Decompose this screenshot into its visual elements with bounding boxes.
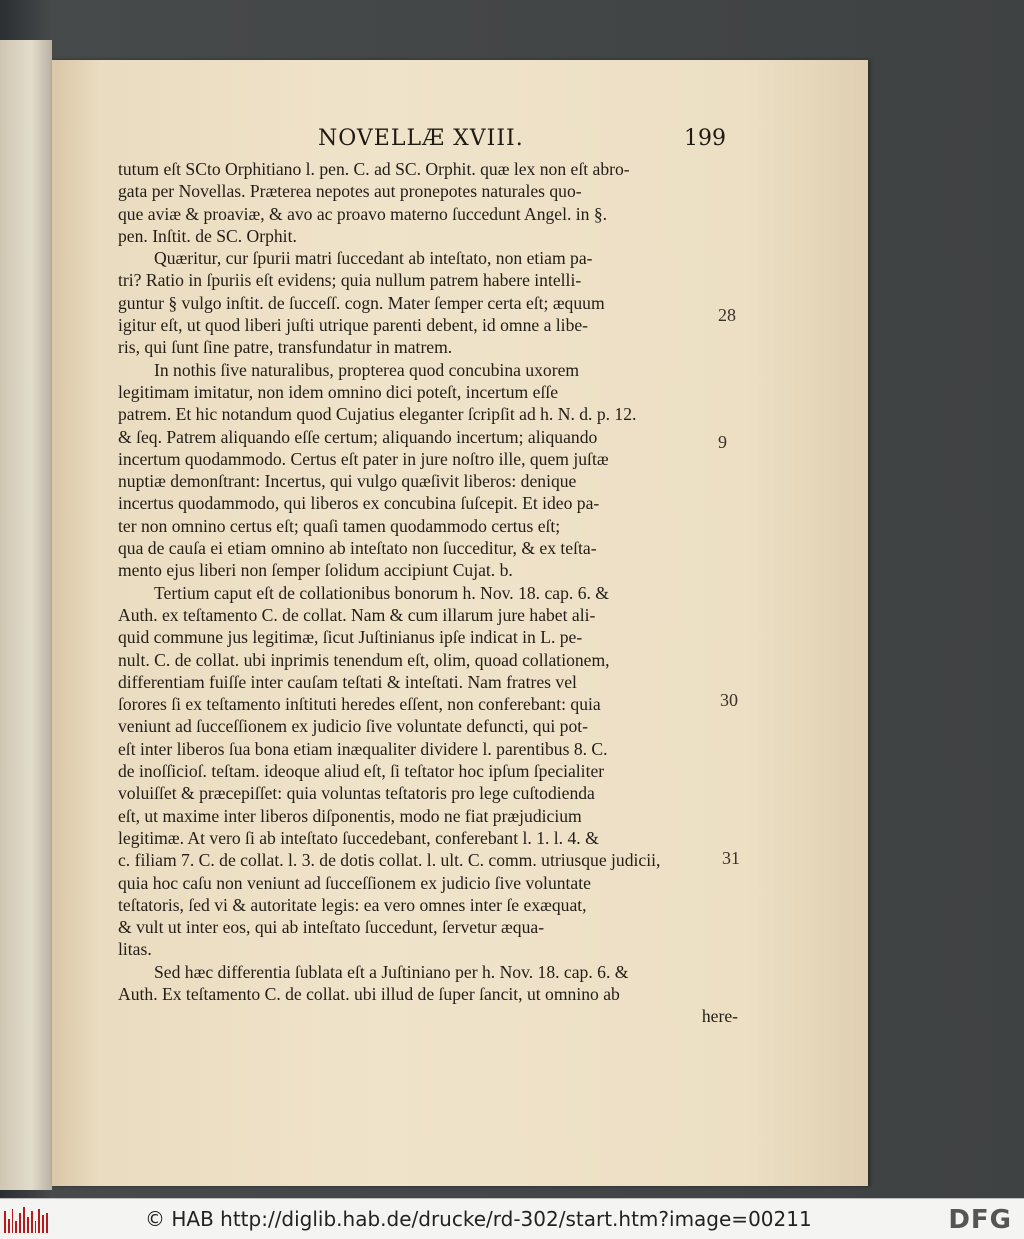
text-line: pen. Inſtit. de SC. Orphit. xyxy=(118,225,297,246)
text-line: & ſeq. Patrem aliquando eſſe certum; aliquando incertum; aliquando xyxy=(118,426,598,447)
text-line: legitimæ. At vero ſi ab inteſtato ſuccedebant, conferebant l. 1. l. 4. & xyxy=(118,827,599,848)
margin-number: 9 xyxy=(718,432,727,452)
text-line: quid commune jus legitimæ, ſicut Juſtinianus ipſe indicat in L. pe- xyxy=(118,627,583,648)
text-line: litas. xyxy=(118,939,152,960)
text-line: que aviæ & proaviæ, & avo ac proavo materno ſuccedunt Angel. in §. xyxy=(118,203,608,224)
text-line: Sed hæc differentia ſublata eſt a Juſtiniano per h. Nov. 18. cap. 6. & xyxy=(154,961,629,982)
dfg-logo[interactable]: DFG xyxy=(948,1205,1012,1235)
text-line: de inoſſicioſ. teſtam. ideoque aliud eſt, ſi teſtator hoc ipſum ſpecialiter xyxy=(118,761,605,782)
copyright-link[interactable]: © HAB http://diglib.hab.de/drucke/rd-302/start.htm?image=00211 xyxy=(145,1207,812,1231)
page-header xyxy=(0,126,1024,156)
text-line: eſt, ut maxime inter liberos diſponentis, modo ne fiat præjudicium xyxy=(118,805,582,826)
text-line: ſorores ſi ex teſtamento inſtituti heredes eſſent, non conferebant: quia xyxy=(118,694,601,715)
text-line: voluiſſet & præcepiſſet: quia voluntas teſtatoris pro lege cuſtodienda xyxy=(118,783,595,804)
margin-number: 28 xyxy=(718,305,736,325)
text-line: eſt inter liberos ſua bona etiam inæqualiter dividere l. parentibus 8. C. xyxy=(118,738,608,759)
body-text xyxy=(118,158,738,1028)
text-line: ris, qui ſunt ſine patre, transfundatur in matrem. xyxy=(118,337,453,358)
text-line: teſtatoris, ſed vi & autoritate legis: ea vero omnes inter ſe exæquat, xyxy=(118,894,587,915)
running-title: NOVELLÆ XVIII. xyxy=(318,126,524,151)
text-line: In nothis ſive naturalibus, propterea quod concubina uxorem xyxy=(154,359,580,380)
catchword: here- xyxy=(701,1006,738,1027)
text-line: gata per Novellas. Præterea nepotes aut pronepotes naturales quo- xyxy=(118,181,582,202)
text-line: Auth. ex teſtamento C. de collat. Nam & cum illarum jure habet ali- xyxy=(118,604,596,625)
text-line: & vult ut inter eos, qui ab inteſtato ſuccedunt, ſervetur æqua- xyxy=(118,917,545,938)
text-line: igitur eſt, ut quod liberi juſti utrique parenti debent, id omne a libe- xyxy=(118,315,589,336)
text-line: differentiam fuiſſe inter cauſam teſtati & inteſtati. Nam fratres vel xyxy=(118,671,577,692)
previous-page-edge xyxy=(0,40,52,1190)
text-line: tri? Ratio in ſpuriis eſt evidens; quia nullum patrem habere intelli- xyxy=(118,270,582,291)
text-line: patrem. Et hic notandum quod Cujatius eleganter ſcripſit ad h. N. d. p. 12. xyxy=(118,404,637,425)
margin-number: 31 xyxy=(722,848,740,868)
text-line: legitimam imitatur, non idem omnino dici poteſt, incertum eſſe xyxy=(118,381,559,402)
text-line: c. filiam 7. C. de collat. l. 3. de dotis collat. l. ult. C. comm. utriusque judicii, xyxy=(118,850,661,871)
footer-bar xyxy=(0,1198,1024,1239)
text-line: nult. C. de collat. ubi inprimis tenendum eſt, olim, quoad collationem, xyxy=(118,649,610,670)
text-line: Tertium caput eſt de collationibus bonorum h. Nov. 18. cap. 6. & xyxy=(154,582,609,603)
text-line: nuptiæ demonſtrant: Incertus, qui vulgo quæſivit liberos: denique xyxy=(118,471,577,492)
text-line: mento ejus liberi non ſemper ſolidum accipiunt Cujat. b. xyxy=(118,560,513,581)
margin-number: 30 xyxy=(720,690,738,710)
text-line: tutum eſt SCto Orphitiano l. pen. C. ad SC. Orphit. quæ lex non eſt abro- xyxy=(118,159,630,179)
hab-logo-icon xyxy=(4,1207,48,1233)
text-line: ter non omnino certus eſt; quaſi tamen quodammodo certus eſt; xyxy=(118,515,561,536)
text-line: quia hoc caſu non veniunt ad ſucceſſionem ex judicio ſive voluntate xyxy=(118,872,591,893)
text-line: veniunt ad ſucceſſionem ex judicio ſive voluntate defuncti, qui pot- xyxy=(118,716,589,737)
text-line: incertum quodammodo. Certus eſt pater in jure noſtro ille, quem juſtæ xyxy=(118,448,609,469)
text-line: Auth. Ex teſtamento C. de collat. ubi illud de ſuper ſancit, ut omnino ab xyxy=(118,983,620,1004)
text-line: incertus quodammodo, qui liberos ex concubina ſuſcepit. Et ideo pa- xyxy=(118,493,600,514)
page-number: 199 xyxy=(684,126,726,151)
text-line: guntur § vulgo inſtit. de ſucceſſ. cogn. Mater ſemper certa eſt; æquum xyxy=(118,292,605,313)
text-line: Quæritur, cur ſpurii matri ſuccedant ab inteſtato, non etiam pa- xyxy=(154,248,593,269)
text-line: qua de cauſa ei etiam omnino ab inteſtato non ſucceditur, & ex teſta- xyxy=(118,538,597,559)
